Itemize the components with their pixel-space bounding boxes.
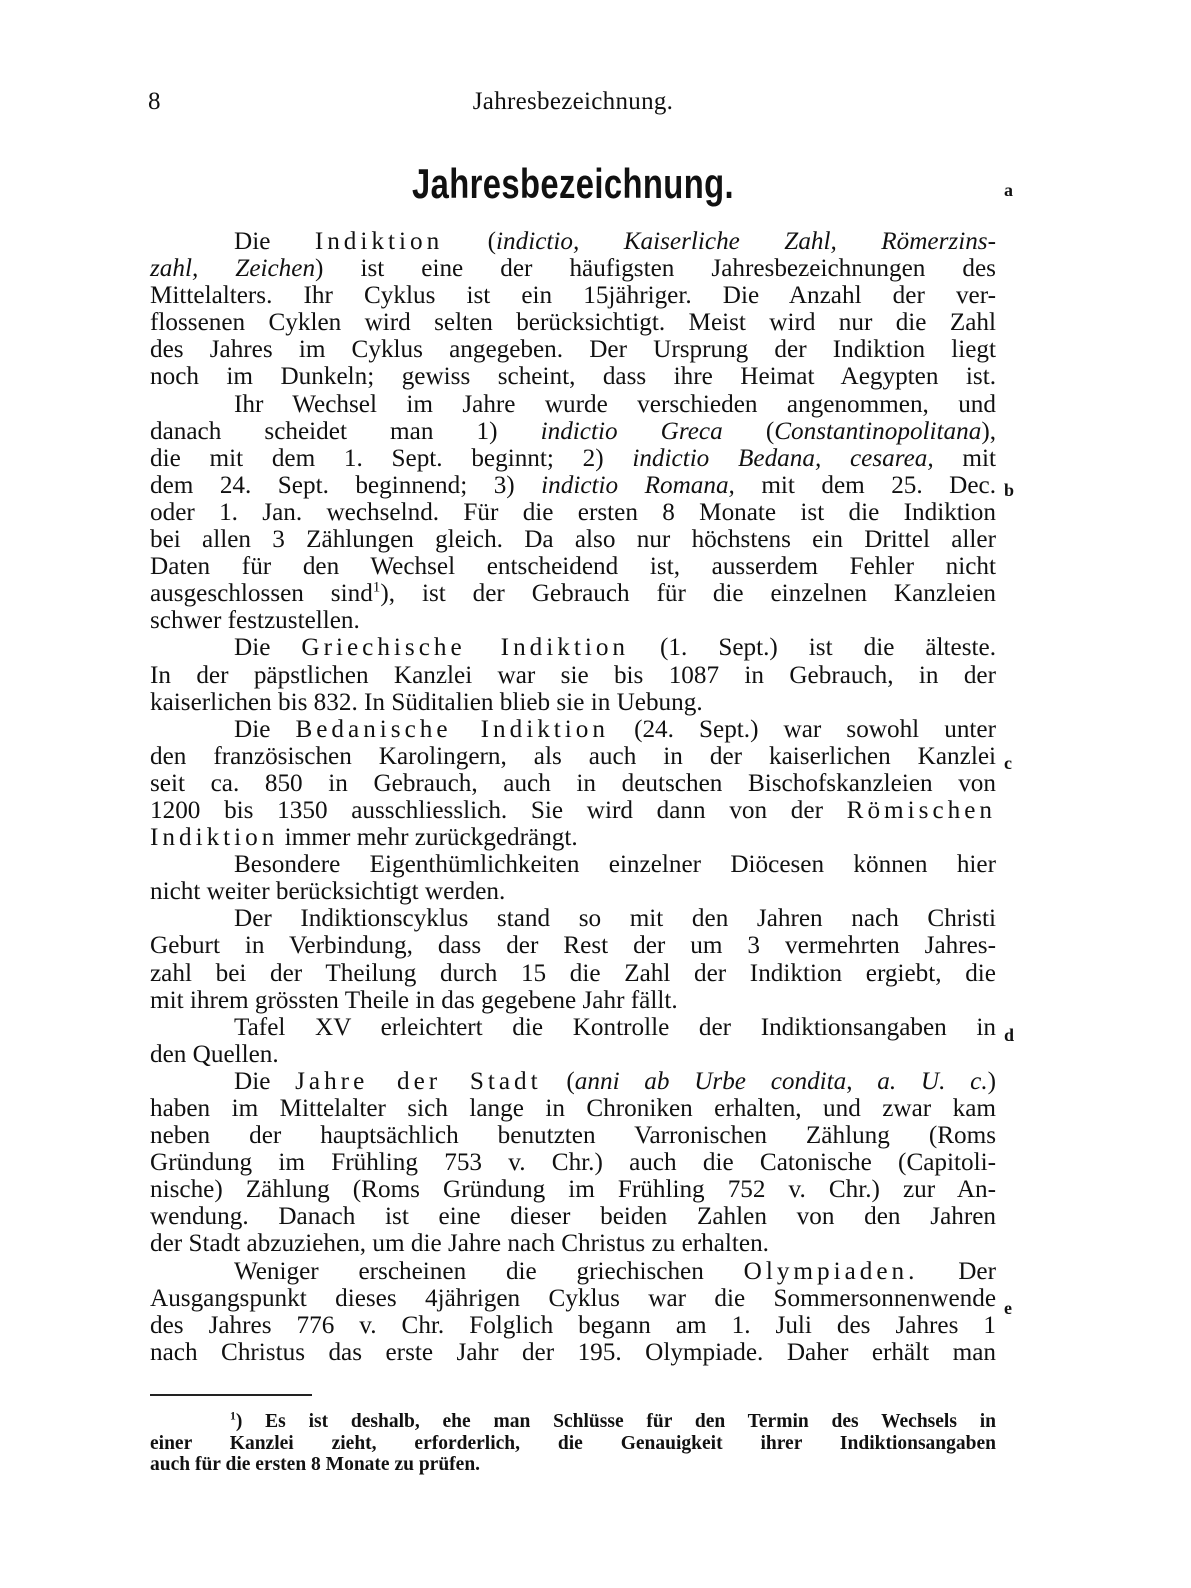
text-line: 1200 bis 1350 ausschliesslich. Sie wird dann von der Römischen xyxy=(150,796,996,824)
text-line: nach Christus das erste Jahr der 195. Olympiade. Daher erhält man xyxy=(150,1338,996,1366)
text-line: neben der hauptsächlich benutzten Varronischen Zählung (Roms xyxy=(150,1122,996,1150)
text-line: schwer festzustellen. xyxy=(150,607,360,635)
text-line: wendung. Danach ist eine dieser beiden Zahlen von den Jahren xyxy=(150,1203,996,1231)
text-line: ausgeschlossen sind$^1$), ist der Gebrauch für die einzelnen Kanzleien xyxy=(150,579,996,608)
text-line: Ausgangspunkt dieses 4jährigen Cyklus war die Sommersonnenwende xyxy=(150,1284,996,1312)
text-line: Daten für den Wechsel entscheidend ist, ausserdem Fehler nicht xyxy=(150,553,996,581)
margin-letter-b: b xyxy=(1004,480,1015,500)
footnote-divider xyxy=(150,1394,312,1396)
text-line: zahl, Zeichen) ist eine der häufigsten Jahresbezeichnungen des xyxy=(150,255,996,283)
text-line: Die Indiktion (indictio, Kaiserliche Zahl, Römerzins- xyxy=(234,228,996,255)
text-line: flossenen Cyklen wird selten berücksichtigt. Meist wird nur die Zahl xyxy=(150,309,996,337)
text-line: die mit dem 1. Sept. beginnt; 2) indictio Bedana, cesarea, mit xyxy=(150,444,996,472)
footnote-marker: 1 xyxy=(230,1409,236,1423)
text-line: des Jahres im Cyklus angegeben. Der Ursprung der Indiktion liegt xyxy=(150,336,996,364)
margin-letter-e: e xyxy=(1004,1298,1012,1318)
text-line: des Jahres 776 v. Chr. Folglich begann am 1. Juli des Jahres 1 xyxy=(150,1311,996,1339)
body-text xyxy=(150,228,996,1366)
text-line: kaiserlichen bis 832. In Süditalien blieb sie in Uebung. xyxy=(150,688,703,716)
text-line: nicht weiter berücksichtigt werden. xyxy=(150,878,506,906)
text-line: danach scheidet man 1) indictio Greca (Constantinopolitana), xyxy=(150,417,997,445)
text-line: Tafel XV erleichtert die Kontrolle der Indiktionsangaben in xyxy=(234,1013,996,1041)
text-line: haben im Mittelalter sich lange in Chroniken erhalten, und zwar kam xyxy=(150,1095,996,1122)
running-head xyxy=(148,88,998,122)
chapter-heading: Jahresbezeichnung. xyxy=(412,160,734,207)
text-line: Weniger erscheinen die griechischen Olympiaden. Der xyxy=(234,1257,996,1285)
text-line: nische) Zählung (Roms Gründung im Frühling 752 v. Chr.) zur An- xyxy=(150,1176,996,1204)
footnote-line: einer Kanzlei zieht, erforderlich, die Genauigkeit ihrer Indiktionsangaben xyxy=(150,1432,996,1454)
text-line: noch im Dunkeln; gewiss scheint, dass ihre Heimat Aegypten ist. xyxy=(150,363,996,391)
text-line: zahl bei der Theilung durch 15 die Zahl der Indiktion ergiebt, die xyxy=(150,959,996,987)
text-line: mit ihrem grössten Theile in das gegebene Jahr fällt. xyxy=(150,986,678,1014)
text-line: Die Jahre der Stadt (anni ab Urbe condita, a. U. c.) xyxy=(234,1067,997,1095)
text-line: Indiktion immer mehr zurückgedrängt. xyxy=(150,824,578,852)
margin-letter-a: a xyxy=(1004,180,1013,200)
text-line: Die Bedanische Indiktion (24. Sept.) war sowohl unter xyxy=(234,715,996,743)
text-line: oder 1. Jan. wechselnd. Für die ersten 8 Monate ist die Indiktion xyxy=(150,498,996,526)
margin-letter-c: c xyxy=(1004,753,1012,773)
text-line: den Quellen. xyxy=(150,1040,279,1068)
text-line: der Stadt abzuziehen, um die Jahre nach Christus zu erhalten. xyxy=(150,1230,769,1258)
text-line: bei allen 3 Zählungen gleich. Da also nur höchstens ein Drittel aller xyxy=(150,526,996,554)
text-line: Gründung im Frühling 753 v. Chr.) auch die Catonische (Capitoli- xyxy=(150,1149,996,1177)
text-line: dem 24. Sept. beginnend; 3) indictio Romana, mit dem 25. Dec. xyxy=(150,471,996,499)
text-line: Ihr Wechsel im Jahre wurde verschieden angenommen, und xyxy=(234,390,996,418)
text-line: Geburt in Verbindung, dass der Rest der um 3 vermehrten Jahres- xyxy=(150,932,996,960)
footnote-ref: 1 xyxy=(372,579,381,596)
text-line: seit ca. 850 in Gebrauch, auch in deutschen Bischofskanzleien von xyxy=(150,769,996,797)
footnote-line: auch für die ersten 8 Monate zu prüfen. xyxy=(150,1454,481,1475)
text-line: Der Indiktionscyklus stand so mit den Jahren nach Christi xyxy=(234,905,996,933)
page-number: 8 xyxy=(148,88,161,115)
text-line: Mittelalters. Ihr Cyklus ist ein 15jähriger. Die Anzahl der ver- xyxy=(150,282,996,310)
margin-letter-d: d xyxy=(1004,1025,1015,1045)
footnote-line: $^1$) Es ist deshalb, ehe man Schlüsse für den Termin des Wechsels in xyxy=(230,1409,996,1432)
text-line: In der päpstlichen Kanzlei war sie bis 1087 in Gebrauch, in der xyxy=(150,661,996,689)
text-line: den französischen Karolingern, als auch in der kaiserlichen Kanzlei xyxy=(150,742,996,770)
text-line: Besondere Eigenthümlichkeiten einzelner Diöcesen können hier xyxy=(234,851,996,879)
text-line: Die Griechische Indiktion (1. Sept.) ist die älteste. xyxy=(234,634,997,662)
footnotes xyxy=(150,1411,996,1476)
running-title: Jahresbezeichnung. xyxy=(472,88,674,115)
